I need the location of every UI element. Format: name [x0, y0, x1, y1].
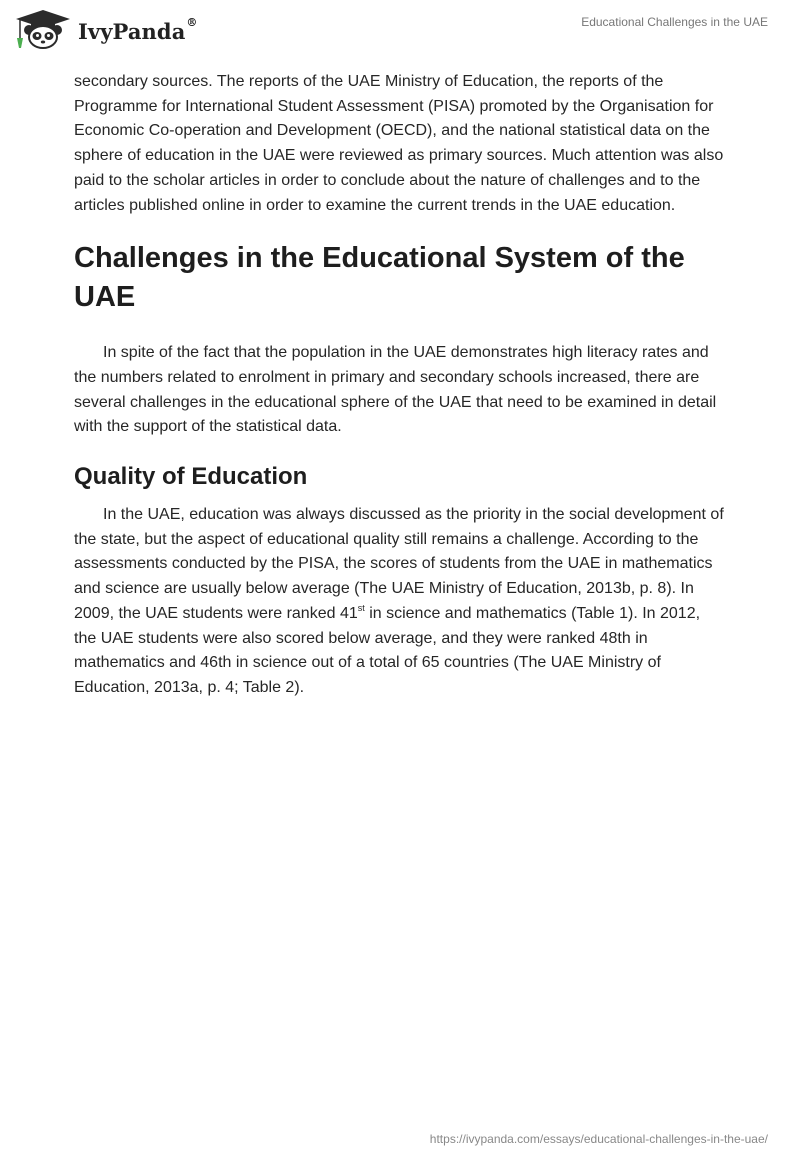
- paragraph-text-part1: In the UAE, education was always discussed as the priority in the social development of the state, but the aspect of educational quality still remains a challenge. According to the assessments conducted by the PISA, the scores of students from the UAE in mathematics and science are usually below average (The UAE Ministry of Education, 2013b, p. 8). In 2009, the UAE students were ranked 41: [74, 506, 724, 622]
- brand-name: IvyPanda®: [78, 15, 198, 44]
- section-heading: Challenges in the Educational System of the UAE: [74, 242, 685, 314]
- intro-paragraph: secondary sources. The reports of the UAE Ministry of Education, the reports of the Programme for International Student Assessment (PISA) promoted by the Organisation for Economic Co-operation and Development (OECD), and the national statistical data on the sphere of education in the UAE were reviewed as primary sources. Much attention was also paid to the scholar articles in order to conclude about the nature of challenges and to the articles published online in order to examine the current trends in the UAE education.: [74, 73, 724, 214]
- page-header: [0, 0, 800, 64]
- source-url[interactable]: https://ivypanda.com/essays/educational-challenges-in-the-uae/: [429, 1132, 768, 1146]
- paragraph-text-part2: in science and mathematics (Table 1). In 2012, the UAE students were also scored below average, and they were ranked 48th in mathematics and 46th in science out of a total of 65 countries (The UAE Ministry of Education, 2013a, p. 4; Table 2).: [74, 604, 701, 696]
- article-body: [74, 70, 724, 701]
- document-title: Educational Challenges in the UAE: [581, 15, 768, 29]
- panda-graduate-icon: [14, 8, 72, 50]
- registered-mark: ®: [186, 15, 198, 29]
- subsection-heading: Quality of Education: [74, 463, 308, 491]
- subsection-paragraph: [74, 503, 724, 701]
- ordinal-superscript: st: [357, 602, 365, 613]
- brand-logo[interactable]: [14, 8, 198, 50]
- section-paragraph: In spite of the fact that the population in the UAE demonstrates high literacy rates and the numbers related to enrolment in primary and secondary schools increased, there are several challenges in the educational sphere of the UAE that need to be examined in detail with the support of the statistical data.: [74, 344, 717, 436]
